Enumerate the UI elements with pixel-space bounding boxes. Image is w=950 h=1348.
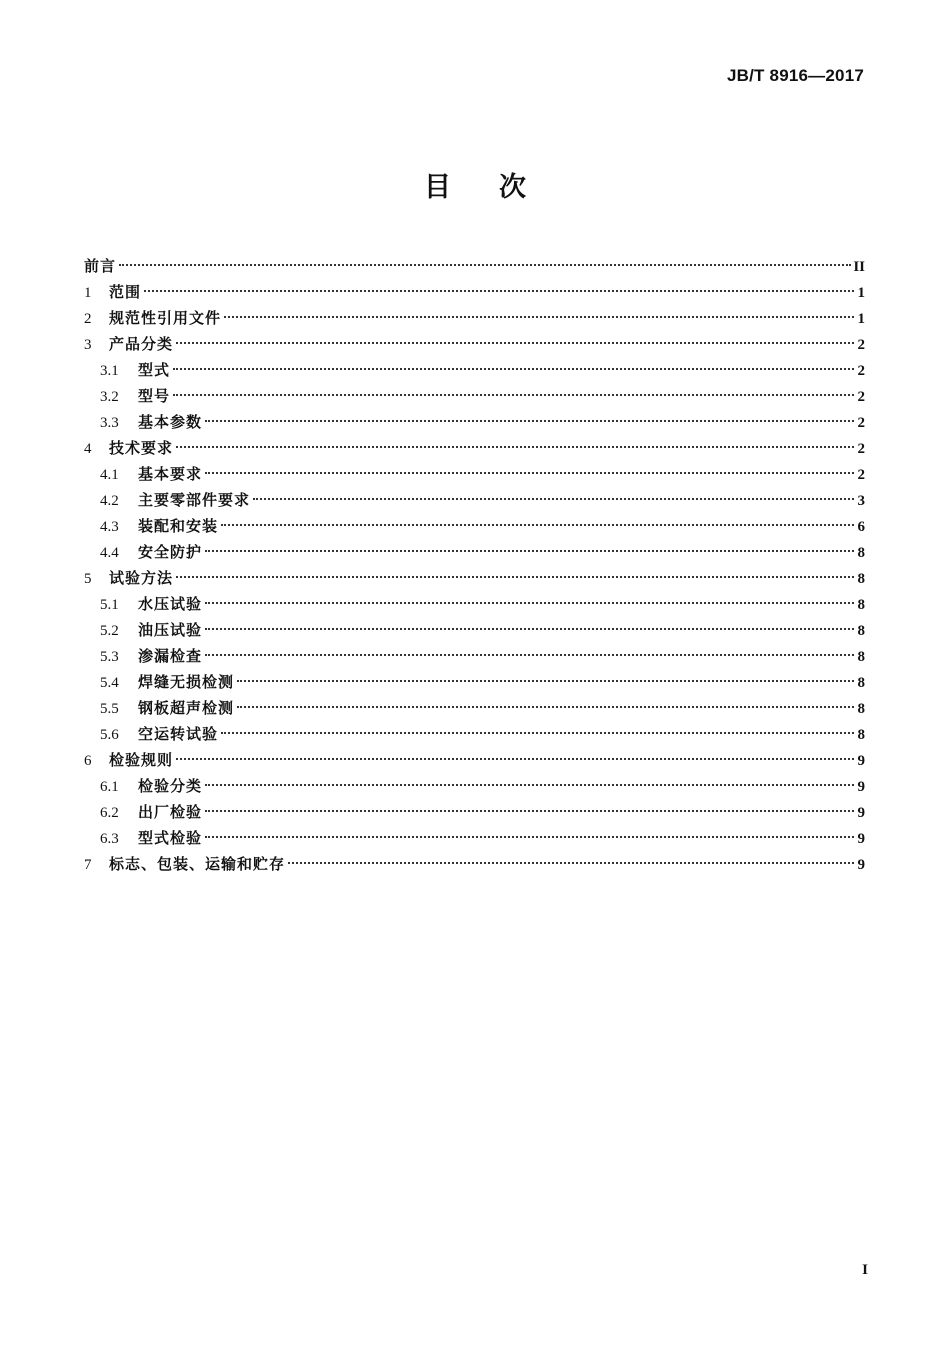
toc-leader-dots xyxy=(205,810,854,812)
toc-entry-label: 出厂检验 xyxy=(138,803,203,821)
toc-entry-page: 9 xyxy=(857,831,865,847)
toc-entry-page: 2 xyxy=(857,467,865,483)
toc-leader-dots xyxy=(205,420,854,422)
toc-entry[interactable] xyxy=(84,539,865,565)
toc-entry-number: 6.3 xyxy=(100,831,119,847)
toc-entry[interactable] xyxy=(84,253,865,279)
toc-leader-dots xyxy=(205,628,854,630)
toc-entry-page: 8 xyxy=(857,545,865,561)
toc-entry-label: 标志、包装、运输和贮存 xyxy=(109,855,286,873)
toc-entry-number: 2 xyxy=(84,311,92,327)
toc-entry-page: 2 xyxy=(857,441,865,457)
toc-entry[interactable] xyxy=(84,383,865,409)
toc-entry[interactable] xyxy=(84,747,865,773)
toc-entry-page: II xyxy=(853,259,865,275)
toc-entry-number: 5.4 xyxy=(100,675,119,691)
toc-entry[interactable] xyxy=(84,565,865,591)
toc-leader-dots xyxy=(205,602,854,604)
toc-entry-number: 3.1 xyxy=(100,363,119,379)
toc-entry-number: 7 xyxy=(84,857,92,873)
toc-entry-page: 1 xyxy=(857,311,865,327)
toc-entry-label: 安全防护 xyxy=(138,543,203,561)
toc-entry-number: 4.2 xyxy=(100,493,119,509)
toc-entry-label: 主要零部件要求 xyxy=(138,491,251,509)
toc-entry-label: 基本要求 xyxy=(138,465,203,483)
toc-entry-label: 钢板超声检测 xyxy=(138,699,235,717)
toc-entry-label: 空运转试验 xyxy=(138,725,219,743)
toc-leader-dots xyxy=(221,732,854,734)
toc-entry-page: 8 xyxy=(857,623,865,639)
toc-entry-page: 8 xyxy=(857,727,865,743)
toc-leader-dots xyxy=(205,550,854,552)
toc-entry-number: 5.3 xyxy=(100,649,119,665)
toc-title xyxy=(0,170,950,206)
toc-entry-number: 1 xyxy=(84,285,92,301)
page-number: I xyxy=(862,1262,868,1278)
toc-leader-dots xyxy=(176,758,854,760)
toc-leader-dots xyxy=(253,498,854,500)
toc-entry[interactable] xyxy=(84,487,865,513)
toc-entry-number: 4 xyxy=(84,441,92,457)
toc-entry-label: 基本参数 xyxy=(138,413,203,431)
toc-leader-dots xyxy=(237,706,854,708)
toc-entry[interactable] xyxy=(84,617,865,643)
toc-entry-label: 规范性引用文件 xyxy=(109,309,222,327)
toc-entry-page: 8 xyxy=(857,701,865,717)
toc-entry-number: 4.4 xyxy=(100,545,119,561)
toc-entry[interactable] xyxy=(84,331,865,357)
toc-entry[interactable] xyxy=(84,513,865,539)
toc-title-char-2: 次 xyxy=(499,172,526,203)
toc-entry-label: 型式检验 xyxy=(138,829,203,847)
toc-leader-dots xyxy=(237,680,854,682)
toc-leader-dots xyxy=(173,394,854,396)
toc-entry[interactable] xyxy=(84,305,865,331)
toc-entry-label: 水压试验 xyxy=(138,595,203,613)
toc-title-char-1: 目 xyxy=(424,172,451,203)
toc-entry[interactable] xyxy=(84,825,865,851)
toc-leader-dots xyxy=(144,290,854,292)
toc-entry[interactable] xyxy=(84,721,865,747)
toc-entry-number: 5.1 xyxy=(100,597,119,613)
toc-entry-number: 6.2 xyxy=(100,805,119,821)
toc-entry[interactable] xyxy=(84,851,865,877)
toc-leader-dots xyxy=(224,316,854,318)
toc-entry-label: 试验方法 xyxy=(109,569,174,587)
toc-leader-dots xyxy=(205,836,854,838)
toc-entry-label: 渗漏检查 xyxy=(138,647,203,665)
toc-entry-page: 8 xyxy=(857,675,865,691)
toc-entry[interactable] xyxy=(84,669,865,695)
table-of-contents xyxy=(84,253,865,877)
toc-entry-page: 9 xyxy=(857,805,865,821)
toc-entry-label: 装配和安装 xyxy=(138,517,219,535)
toc-entry-number: 4.1 xyxy=(100,467,119,483)
toc-entry-label: 焊缝无损检测 xyxy=(138,673,235,691)
toc-entry-label: 检验规则 xyxy=(109,751,174,769)
toc-entry-number: 6 xyxy=(84,753,92,769)
toc-entry[interactable] xyxy=(84,435,865,461)
toc-entry-number: 5.2 xyxy=(100,623,119,639)
toc-entry-number: 4.3 xyxy=(100,519,119,535)
toc-entry-page: 2 xyxy=(857,415,865,431)
toc-entry-page: 1 xyxy=(857,285,865,301)
toc-entry-number: 3 xyxy=(84,337,92,353)
toc-entry-page: 2 xyxy=(857,363,865,379)
toc-entry[interactable] xyxy=(84,357,865,383)
toc-entry[interactable] xyxy=(84,279,865,305)
toc-entry[interactable] xyxy=(84,409,865,435)
toc-entry-page: 9 xyxy=(857,857,865,873)
toc-entry-number: 6.1 xyxy=(100,779,119,795)
toc-entry-page: 9 xyxy=(857,753,865,769)
toc-entry-number: 5 xyxy=(84,571,92,587)
toc-leader-dots xyxy=(176,576,854,578)
toc-entry[interactable] xyxy=(84,799,865,825)
toc-entry-page: 8 xyxy=(857,571,865,587)
toc-entry-page: 2 xyxy=(857,337,865,353)
toc-entry-number: 5.5 xyxy=(100,701,119,717)
toc-entry-page: 8 xyxy=(857,649,865,665)
toc-entry-page: 3 xyxy=(857,493,865,509)
toc-entry[interactable] xyxy=(84,591,865,617)
toc-entry-number: 5.6 xyxy=(100,727,119,743)
toc-entry-label: 型号 xyxy=(138,387,171,405)
toc-entry-page: 2 xyxy=(857,389,865,405)
toc-entry-label: 检验分类 xyxy=(138,777,203,795)
toc-leader-dots xyxy=(119,264,851,266)
toc-leader-dots xyxy=(205,472,854,474)
toc-entry[interactable] xyxy=(84,643,865,669)
toc-entry[interactable] xyxy=(84,461,865,487)
toc-leader-dots xyxy=(205,654,854,656)
toc-entry-page: 8 xyxy=(857,597,865,613)
toc-leader-dots xyxy=(221,524,854,526)
toc-leader-dots xyxy=(173,368,854,370)
toc-entry-number: 3.3 xyxy=(100,415,119,431)
toc-entry-label: 前言 xyxy=(84,257,117,275)
toc-leader-dots xyxy=(176,342,854,344)
toc-entry-label: 技术要求 xyxy=(109,439,174,457)
toc-leader-dots xyxy=(176,446,854,448)
toc-entry-page: 9 xyxy=(857,779,865,795)
toc-entry-label: 范围 xyxy=(109,283,142,301)
toc-entry-label: 型式 xyxy=(138,361,171,379)
toc-leader-dots xyxy=(205,784,854,786)
standard-number: JB/T 8916—2017 xyxy=(727,66,864,85)
toc-entry[interactable] xyxy=(84,695,865,721)
toc-entry-label: 产品分类 xyxy=(109,335,174,353)
toc-entry-page: 6 xyxy=(857,519,865,535)
toc-leader-dots xyxy=(288,862,854,864)
toc-entry-number: 3.2 xyxy=(100,389,119,405)
toc-entry[interactable] xyxy=(84,773,865,799)
toc-entry-label: 油压试验 xyxy=(138,621,203,639)
